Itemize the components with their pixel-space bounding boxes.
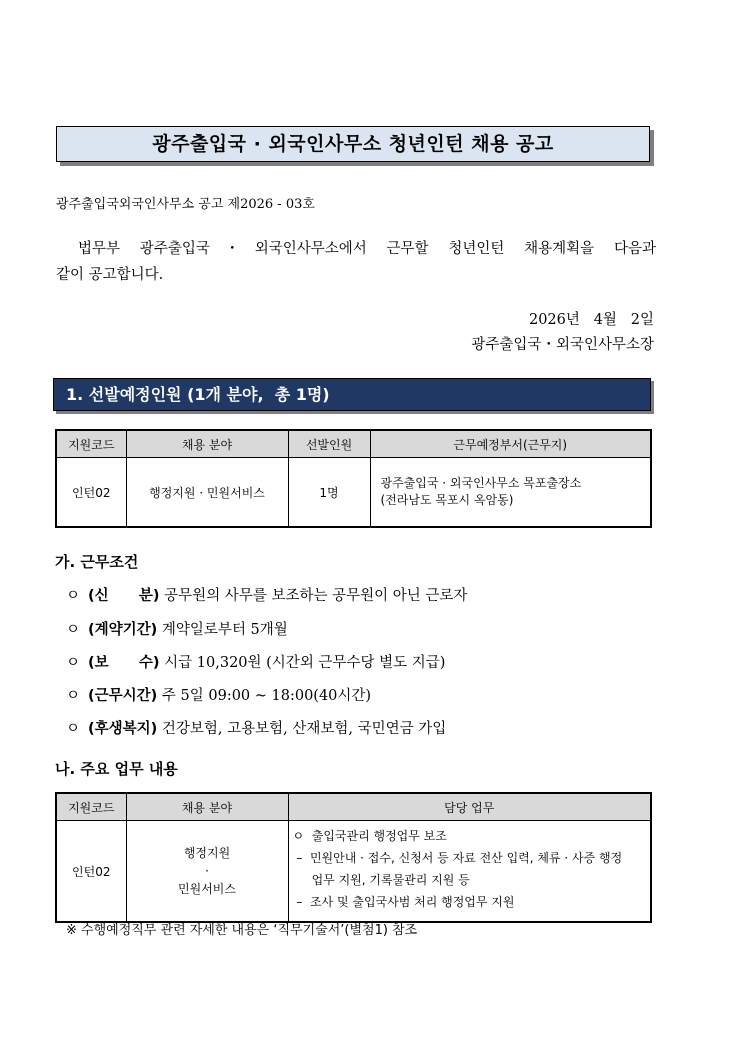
bullet-icon: ㅇ [66,721,81,737]
intro-paragraph [56,236,656,288]
cell-code: 인턴02 [56,458,126,528]
condition-text: 시급 10,320원 (시간외 근무수당 별도 지급) [164,655,446,671]
field-separator: · [205,864,209,878]
bullet-icon: ㅇ [66,688,81,704]
condition-text: 주 5일 09:00 ~ 18:00(40시간) [161,688,372,704]
cell-duty [288,821,651,923]
header-field: 채용 분야 [126,430,288,458]
dept-line-1: 광주출입국 · 외국인사무소 목포출장소 [380,476,582,490]
header-duty: 담당 업무 [288,793,651,821]
duties-table [55,792,652,923]
duty-line: – 조사 및 출입국사범 처리 행정업무 지원 [292,895,515,909]
section-header-1 [53,378,651,411]
header-dept: 근무예정부서(근무지) [370,430,651,458]
announcement-date: 2026년 4월 2일 [528,312,654,328]
intro-line-1: 법무부 광주출입국・외국인사무소에서 근무할 청년인턴 채용계획을 다음과 [78,241,656,257]
table-row [56,458,651,528]
intro-line-2: 같이 공고합니다. [56,267,164,283]
section-title-1: 1. 선발예정인원 (1개 분야, 총 1명) [66,385,330,404]
header-code: 지원코드 [56,793,126,821]
condition-label: (근무시간) [88,688,158,704]
header-count: 선발인원 [288,430,370,458]
bullet-icon: ㅇ [66,655,81,671]
duty-line: – 민원안내 · 접수, 신청서 등 자료 전산 입력, 체류 · 사증 행정 [292,851,623,865]
duties-heading: 나. 주요 업무 내용 [55,760,178,778]
cell-field: 행정지원 · 민원서비스 [126,458,288,528]
signer: 광주출입국・외국인사무소장 [471,337,654,353]
condition-label: (후생복지) [88,721,158,737]
cell-count: 1명 [288,458,370,528]
bullet-icon: ㅇ [66,622,81,638]
footnote: ※ 수행예정직무 관련 자세한 내용은 ‘직무기술서’(별첨1) 참조 [66,923,418,938]
table-header-row [56,430,651,458]
condition-text: 계약일로부터 5개월 [161,622,288,638]
condition-label: (신 분) [88,588,160,604]
condition-item [66,651,445,672]
header-code: 지원코드 [56,430,126,458]
condition-item [66,717,446,738]
field-line-2: 민원서비스 [178,882,236,896]
condition-item [66,684,371,705]
title-box [56,126,650,162]
condition-label: (보 수) [88,655,160,671]
conditions-heading: 가. 근무조건 [55,553,139,571]
header-field: 채용 분야 [126,793,288,821]
bullet-icon: ㅇ [66,588,81,604]
page-title: 광주출입국 · 외국인사무소 청년인턴 채용 공고 [152,133,554,155]
condition-item [66,584,467,605]
notice-number: 광주출입국외국인사무소 공고 제2026 - 03호 [56,197,315,212]
table-header-row [56,793,651,821]
field-line-1: 행정지원 [183,846,231,860]
recruitment-table [55,429,652,528]
dept-line-2: (전라남도 목포시 옥암동) [380,493,514,507]
condition-text: 건강보험, 고용보험, 산재보험, 국민연금 가입 [161,721,447,737]
condition-item [66,618,288,639]
condition-label: (계약기간) [88,622,158,638]
cell-code: 인턴02 [56,821,126,923]
cell-dept [370,458,651,528]
table-row [56,821,651,923]
duty-line: ㅇ 출입국관리 행정업무 보조 [292,829,447,843]
condition-text: 공무원의 사무를 보조하는 공무원이 아닌 근로자 [164,588,468,604]
cell-field [126,821,288,923]
duty-line: 업무 지원, 기록물관리 지원 등 [292,873,470,887]
